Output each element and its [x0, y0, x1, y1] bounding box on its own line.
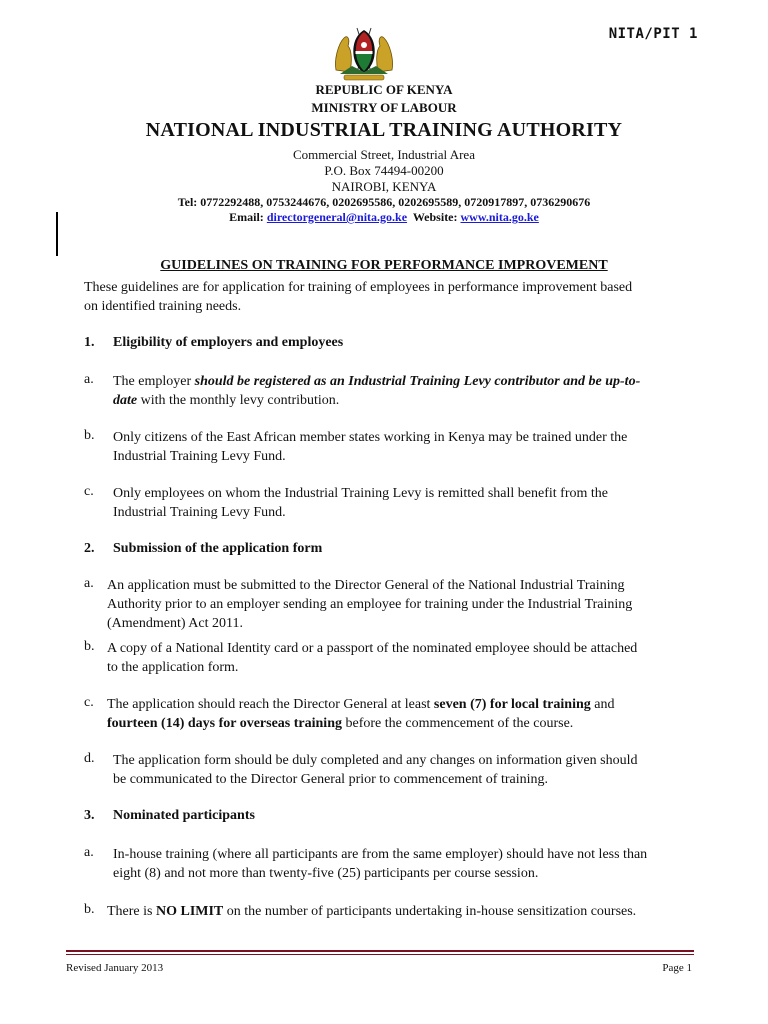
- website-label: Website:: [407, 210, 461, 224]
- item-2c-pre: The application should reach the Director General at least: [107, 697, 434, 712]
- item-2c-marker: c.: [84, 695, 94, 710]
- item-2c-emphasis-2: fourteen (14) days for overseas training: [107, 716, 342, 731]
- intro-line-2: on identified training needs.: [84, 299, 242, 314]
- item-2d-marker: d.: [84, 751, 95, 766]
- item-1b-line-1: Only citizens of the East African member states working in Kenya may be trained under the: [113, 430, 628, 445]
- item-2a-marker: a.: [84, 576, 94, 591]
- item-1c-line-2: Industrial Training Levy Fund.: [113, 505, 286, 520]
- email-label: Email:: [229, 210, 267, 224]
- text-cursor: [56, 212, 58, 256]
- address-line-3: NAIROBI, KENYA: [331, 179, 437, 194]
- item-1a-marker: a.: [84, 372, 94, 387]
- section-2-number: 2.: [84, 541, 95, 556]
- footer-rule-thin: [66, 954, 694, 955]
- website-link[interactable]: www.nita.go.ke: [460, 210, 539, 224]
- item-1a-emphasis-2: date: [113, 393, 138, 408]
- authority-heading: NATIONAL INDUSTRIAL TRAINING AUTHORITY: [145, 119, 623, 141]
- item-2d-line-2: be communicated to the Director General prior to commencement of training.: [113, 772, 549, 787]
- section-3-title: Nominated participants: [113, 808, 255, 823]
- document-code: NITA/PIT 1: [608, 26, 698, 42]
- section-1-title: Eligibility of employers and employees: [113, 335, 344, 350]
- item-2a-line-3: (Amendment) Act 2011.: [107, 616, 243, 631]
- item-1a-emphasis-1: should be registered as an Industrial Training Levy contributor and be up-to-: [194, 374, 641, 389]
- republic-heading: REPUBLIC OF KENYA: [315, 82, 453, 97]
- item-2b-line-2: to the application form.: [107, 660, 239, 675]
- section-2-title: Submission of the application form: [113, 541, 323, 556]
- item-1a-post: with the monthly levy contribution.: [137, 393, 340, 408]
- item-1a-line-1: [113, 372, 640, 391]
- section-1-number: 1.: [84, 335, 95, 350]
- item-3a-line-1: In-house training (where all participants are from the same employer) should have not less than: [113, 847, 648, 862]
- item-3a-line-2: eight (8) and not more than twenty-five (25) participants per course session.: [113, 866, 539, 881]
- item-1b-marker: b.: [84, 428, 95, 443]
- item-2b-line-1: A copy of a National Identity card or a passport of the nominated employee should be attached: [107, 641, 638, 656]
- footer-rule-thick: [66, 950, 694, 952]
- address-line-2: P.O. Box 74494-00200: [324, 163, 444, 178]
- item-2d-line-1: The application form should be duly completed and any changes on information given should: [113, 753, 638, 768]
- item-1c-marker: c.: [84, 484, 94, 499]
- footer-revised: Revised January 2013: [66, 962, 164, 974]
- item-2c-line-1: [107, 695, 614, 714]
- item-2c-post: before the commencement of the course.: [342, 716, 574, 731]
- item-2b-marker: b.: [84, 639, 95, 654]
- item-2c-mid: and: [590, 697, 615, 712]
- email-link[interactable]: directorgeneral@nita.go.ke: [266, 210, 408, 224]
- item-1b-line-2: Industrial Training Levy Fund.: [113, 449, 286, 464]
- ministry-heading: MINISTRY OF LABOUR: [311, 100, 457, 115]
- item-3b-line-1: [107, 902, 636, 921]
- item-2a-line-1: An application must be submitted to the Director General of the National Industrial Training: [107, 578, 625, 593]
- address-line-1: Commercial Street, Industrial Area: [293, 147, 475, 162]
- item-2c-emphasis-1: seven (7) for local training: [433, 697, 591, 712]
- intro-line-1: These guidelines are for application for training of employees in performance improvement based: [84, 280, 633, 295]
- item-3b-post: on the number of participants undertaking in-house sensitization courses.: [223, 904, 637, 919]
- item-1a-pre: The employer: [113, 374, 195, 389]
- footer-page-number: Page 1: [662, 962, 692, 974]
- item-3b-emphasis: NO LIMIT: [155, 904, 224, 919]
- item-1a-line-2: [113, 391, 339, 410]
- item-1c-line-1: Only employees on whom the Industrial Training Levy is remitted shall benefit from the: [113, 486, 608, 501]
- telephone-line: Tel: 0772292488, 0753244676, 0202695586, 0202695589, 0720917897, 0736290676: [177, 195, 591, 209]
- item-3b-marker: b.: [84, 902, 95, 917]
- email-website-line: [0, 210, 768, 225]
- item-3a-marker: a.: [84, 845, 94, 860]
- item-3b-pre: There is: [107, 904, 156, 919]
- section-3-number: 3.: [84, 808, 95, 823]
- document-title: GUIDELINES ON TRAINING FOR PERFORMANCE IMPROVEMENT: [160, 258, 608, 273]
- item-2c-line-2: [107, 714, 573, 733]
- coat-of-arms-emblem: [330, 22, 398, 82]
- item-2a-line-2: Authority prior to an employer sending an employee for training under the Industrial Training: [107, 597, 633, 612]
